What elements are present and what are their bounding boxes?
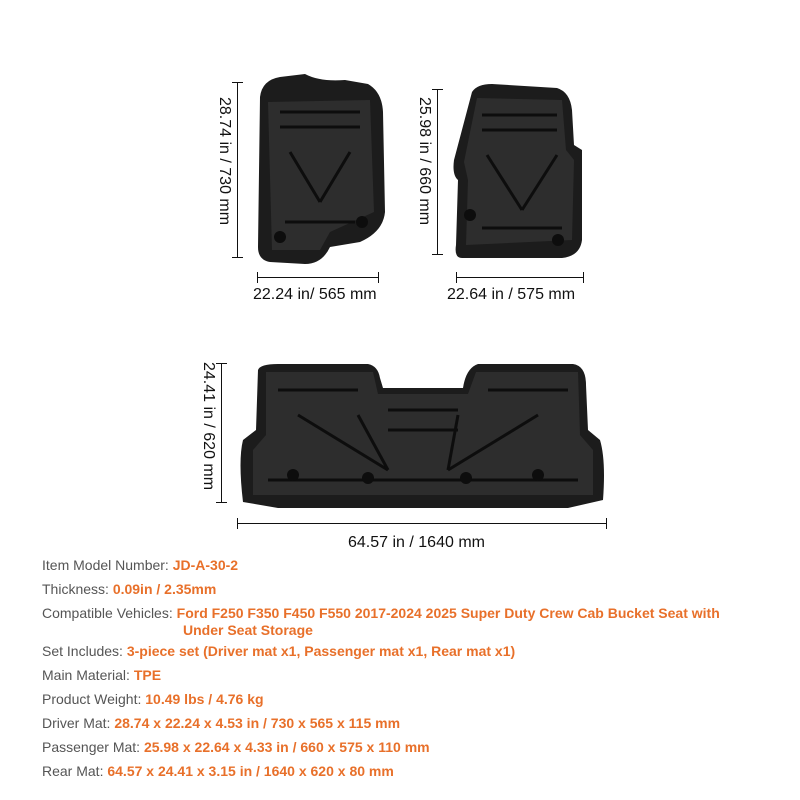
driver-height-label: 28.74 in / 730 mm: [216, 97, 233, 226]
spec-set-includes: Set Includes: 3-piece set (Driver mat x1, Passenger mat x1, Rear mat x1): [42, 643, 516, 659]
spec-driver-mat: Driver Mat: 28.74 x 22.24 x 4.53 in / 730 x 565 x 115 mm: [42, 715, 401, 731]
passenger-height-dimension-line: [437, 89, 438, 255]
passenger-mat-image: [442, 80, 587, 262]
spec-rear-mat: Rear Mat: 64.57 x 24.41 x 3.15 in / 1640 x 620 x 80 mm: [42, 763, 394, 779]
passenger-height-label: 25.98 in / 660 mm: [416, 97, 433, 226]
spec-passenger-mat: Passenger Mat: 25.98 x 22.64 x 4.33 in / 660 x 575 x 110 mm: [42, 739, 430, 755]
rear-height-dimension-line: [221, 363, 222, 503]
rear-width-label: 64.57 in / 1640 mm: [348, 534, 485, 551]
spec-main-material: Main Material: TPE: [42, 667, 162, 683]
passenger-width-dimension-line: [456, 277, 584, 278]
spec-item-model-number: Item Model Number: JD-A-30-2: [42, 557, 239, 573]
rear-width-dimension-line: [237, 523, 607, 524]
rear-mat-image: [238, 360, 608, 512]
spec-thickness: Thickness: 0.09in / 2.35mm: [42, 581, 217, 597]
spec-compatible-vehicles: Compatible Vehicles: Ford F250 F350 F450 F550 2017-2024 2025 Super Duty Crew Cab Bucket Seat with Under Seat Storage: [42, 605, 720, 638]
driver-width-label: 22.24 in/ 565 mm: [253, 286, 377, 303]
spec-product-weight: Product Weight: 10.49 lbs / 4.76 kg: [42, 691, 264, 707]
passenger-width-label: 22.64 in / 575 mm: [447, 286, 576, 303]
driver-width-dimension-line: [257, 277, 379, 278]
driver-height-dimension-line: [237, 82, 238, 258]
driver-mat-image: [250, 72, 390, 267]
rear-height-label: 24.41 in / 620 mm: [200, 362, 217, 491]
